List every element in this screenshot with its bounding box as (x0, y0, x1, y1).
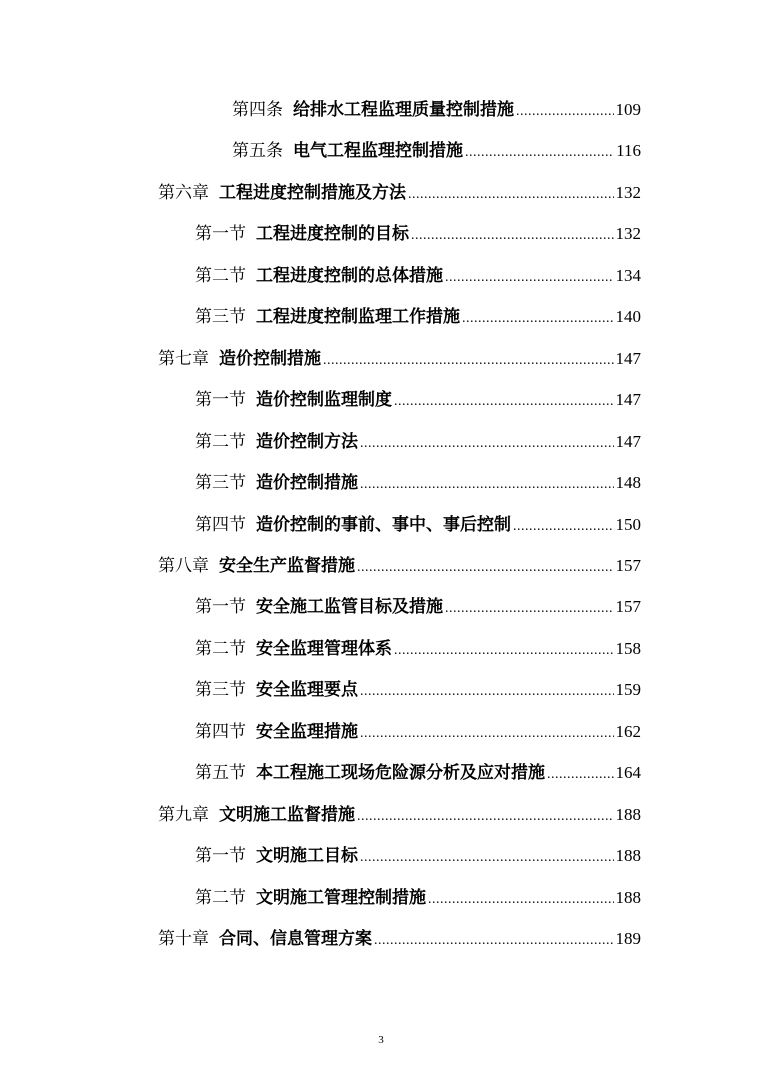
toc-entry-page: 189 (615, 929, 641, 948)
toc-entry-label: 第一节 (195, 597, 246, 617)
toc-dot-leader (462, 304, 614, 334)
toc-entry-page: 140 (615, 307, 641, 326)
toc-entry[interactable] (158, 924, 641, 954)
toc-entry-page: 116 (616, 141, 641, 160)
toc-entry-page: 109 (615, 100, 641, 119)
toc-dot-leader (323, 346, 614, 376)
toc-entry-title: 给排水工程监理质量控制措施 (293, 100, 514, 120)
toc-entry-title: 工程进度控制的目标 (256, 224, 409, 244)
toc-entry-title: 造价控制的事前、事中、事后控制 (256, 515, 511, 535)
toc-entry[interactable] (195, 717, 641, 747)
toc-entry[interactable] (232, 95, 641, 125)
toc-entry-label: 第三节 (195, 680, 246, 700)
toc-dot-leader (445, 594, 614, 624)
toc-entry[interactable] (195, 592, 641, 622)
toc-entry[interactable] (232, 136, 641, 166)
toc-entry[interactable] (158, 800, 641, 830)
toc-entry-title: 工程进度控制的总体措施 (256, 266, 443, 286)
toc-entry[interactable] (195, 510, 641, 540)
toc-entry-label: 第一节 (195, 846, 246, 866)
toc-entry-label: 第二节 (195, 266, 246, 286)
toc-entry-title: 文明施工管理控制措施 (256, 888, 426, 908)
toc-dot-leader (394, 636, 614, 666)
toc-entry-page: 188 (615, 805, 641, 824)
toc-entry-title: 文明施工监督措施 (219, 805, 355, 825)
toc-entry-page: 158 (615, 639, 641, 658)
toc-entry-label: 第八章 (158, 556, 209, 576)
toc-entry[interactable] (195, 675, 641, 705)
toc-entry-page: 148 (615, 473, 641, 492)
toc-entry-page: 188 (615, 888, 641, 907)
toc-dot-leader (360, 429, 614, 459)
toc-entry[interactable] (195, 219, 641, 249)
toc-entry-page: 162 (615, 722, 641, 741)
toc-entry-label: 第二节 (195, 639, 246, 659)
toc-entry-title: 工程进度控制措施及方法 (219, 183, 406, 203)
toc-entry-label: 第二节 (195, 888, 246, 908)
toc-dot-leader (357, 802, 614, 832)
toc-dot-leader (360, 843, 614, 873)
toc-dot-leader (360, 677, 614, 707)
toc-entry-title: 安全监理措施 (256, 722, 358, 742)
toc-entry-page: 147 (615, 432, 641, 451)
toc-entry-title: 造价控制措施 (256, 473, 358, 493)
toc-entry-title: 本工程施工现场危险源分析及应对措施 (256, 763, 545, 783)
toc-entry-label: 第四条 (232, 100, 283, 120)
toc-entry-title: 安全监理管理体系 (256, 639, 392, 659)
toc-dot-leader (408, 180, 614, 210)
toc-dot-leader (445, 263, 614, 293)
page-number: 3 (378, 1034, 384, 1046)
toc-dot-leader (357, 553, 614, 583)
toc-entry-title: 安全施工监管目标及措施 (256, 597, 443, 617)
toc-entry-label: 第二节 (195, 432, 246, 452)
toc-entry[interactable] (158, 344, 641, 374)
toc-entry-page: 147 (615, 349, 641, 368)
toc-entry-page: 157 (615, 597, 641, 616)
toc-entry-label: 第一节 (195, 390, 246, 410)
toc-dot-leader (394, 387, 614, 417)
toc-entry-page: 157 (615, 556, 641, 575)
toc-entry-title: 造价控制方法 (256, 432, 358, 452)
toc-entry-page: 132 (615, 224, 641, 243)
toc-entry-title: 安全生产监督措施 (219, 556, 355, 576)
toc-entry-title: 造价控制措施 (219, 349, 321, 369)
toc-entry-label: 第四节 (195, 722, 246, 742)
toc-dot-leader (465, 138, 614, 168)
toc-entry-label: 第六章 (158, 183, 209, 203)
toc-entry-title: 工程进度控制监理工作措施 (256, 307, 460, 327)
toc-entry-label: 第五节 (195, 763, 246, 783)
toc-entry-title: 文明施工目标 (256, 846, 358, 866)
toc-dot-leader (513, 512, 614, 542)
toc-entry-page: 132 (615, 183, 641, 202)
toc-entry[interactable] (195, 302, 641, 332)
toc-dot-leader (374, 926, 614, 956)
toc-entry[interactable] (195, 427, 641, 457)
toc-entry[interactable] (195, 758, 641, 788)
toc-entry[interactable] (195, 468, 641, 498)
toc-entry-title: 造价控制监理制度 (256, 390, 392, 410)
toc-entry-page: 134 (615, 266, 641, 285)
toc-entry[interactable] (158, 178, 641, 208)
toc-entry[interactable] (158, 551, 641, 581)
toc-entry-label: 第三节 (195, 473, 246, 493)
toc-entry-page: 159 (615, 680, 641, 699)
toc-entry-label: 第十章 (158, 929, 209, 949)
toc-entry[interactable] (195, 634, 641, 664)
toc-entry-page: 164 (615, 763, 641, 782)
toc-dot-leader (428, 885, 614, 915)
toc-entry-label: 第七章 (158, 349, 209, 369)
toc-dot-leader (360, 470, 614, 500)
toc-entry[interactable] (195, 883, 641, 913)
toc-entry-title: 安全监理要点 (256, 680, 358, 700)
toc-entry-label: 第一节 (195, 224, 246, 244)
toc-entry-label: 第四节 (195, 515, 246, 535)
toc-entry-title: 合同、信息管理方案 (219, 929, 372, 949)
toc-entry[interactable] (195, 841, 641, 871)
toc-entry-label: 第五条 (232, 141, 283, 161)
toc-entry-label: 第九章 (158, 805, 209, 825)
toc-entry[interactable] (195, 385, 641, 415)
toc-entry-title: 电气工程监理控制措施 (293, 141, 463, 161)
toc-entry-page: 150 (615, 515, 641, 534)
toc-entry-page: 147 (615, 390, 641, 409)
toc-entry-page: 188 (615, 846, 641, 865)
toc-dot-leader (411, 221, 614, 251)
toc-entry-label: 第三节 (195, 307, 246, 327)
toc-entry[interactable] (195, 261, 641, 291)
toc-dot-leader (516, 97, 614, 127)
toc-dot-leader (360, 719, 614, 749)
toc-dot-leader (547, 760, 614, 790)
